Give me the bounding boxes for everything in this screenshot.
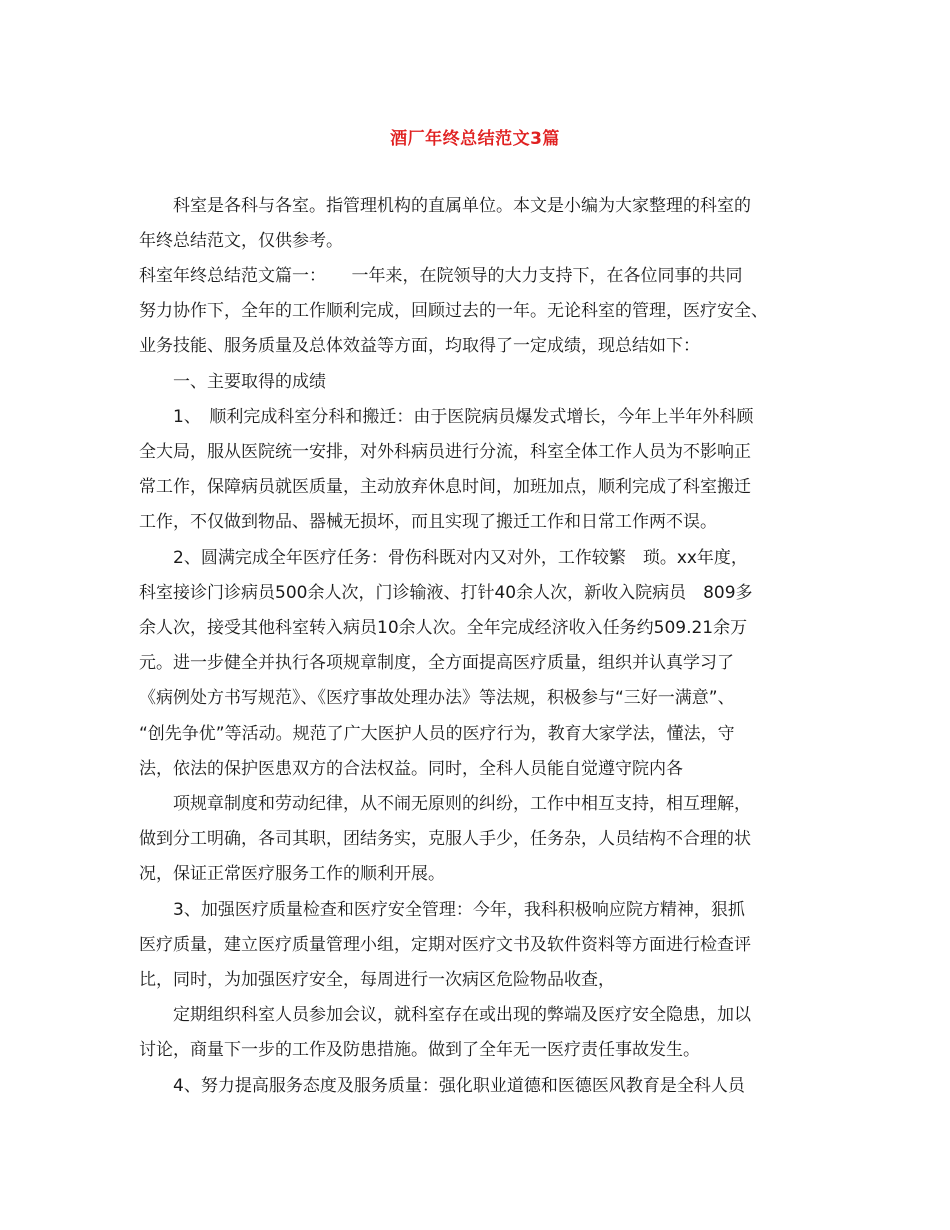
paragraph-line: 工作，不仅做到物品、器械无损坏，而且实现了搬迁工作和日常工作两不误。 <box>139 512 717 532</box>
paragraph-line: 全大局，服从医院统一安排，对外科病员进行分流，科室全体工作人员为不影响正 <box>139 442 751 462</box>
document-title: 酒厂年终总结范文3篇 <box>390 129 560 149</box>
paragraph-line: 法，依法的保护医患双方的合法权益。同时，全科人员能自觉遵守院内各 <box>139 759 683 779</box>
paragraph-line: 2、圆满完成全年医疗任务：骨伤科既对内又对外，工作较繁 琐。xx年度， <box>173 548 748 568</box>
paragraph-line: 比，同时，为加强医疗安全，每周进行一次病区危险物品收查， <box>139 970 615 990</box>
section-heading: 一、主要取得的成绩 <box>173 372 326 392</box>
paragraph-line: 1、 顺利完成科室分科和搬迁：由于医院病员爆发式增长，今年上半年外科顾 <box>173 407 754 427</box>
paragraph-line: 常工作，保障病员就医质量，主动放弃休息时间，加班加点，顺利完成了科室搬迁 <box>139 477 751 497</box>
paragraph-line: 做到分工明确，各司其职，团结务实，克服人手少，任务杂，人员结构不合理的状 <box>139 829 751 849</box>
paragraph-line: 余人次，接受其他科室转入病员10余人次。全年完成经济收入任务约509.21余万 <box>139 618 748 638</box>
paragraph-line: 科室是各科与各室。指管理机构的直属单位。本文是小编为大家整理的科室的 <box>173 196 751 216</box>
paragraph-line: “创先争优”等活动。规范了广大医护人员的医疗行为，教育大家学法，懂法，守 <box>139 724 735 744</box>
paragraph-line: 4、努力提高服务态度及服务质量：强化职业道德和医德医风教育是全科人员 <box>173 1076 745 1096</box>
paragraph-line: 《病例处方书写规范》、《医疗事故处理办法》等法规，积极参与“三好一满意”、 <box>139 688 735 708</box>
paragraph-line: 况，保证正常医疗服务工作的顺利开展。 <box>139 864 445 884</box>
paragraph-line: 项规章制度和劳动纪律，从不闹无原则的纠纷，工作中相互支持，相互理解， <box>173 794 751 814</box>
paragraph-line: 定期组织科室人员参加会议，就科室存在或出现的弊端及医疗安全隐患，加以 <box>173 1005 751 1025</box>
paragraph-line: 科室年终总结范文篇一： 一年来，在院领导的大力支持下，在各位同事的共同 <box>139 266 743 286</box>
paragraph-line: 科室接诊门诊病员500余人次，门诊输液、打针40余人次，新收入院病员 809多 <box>139 583 753 603</box>
paragraph-line: 医疗质量，建立医疗质量管理小组，定期对医疗文书及软件资料等方面进行检查评 <box>139 935 751 955</box>
paragraph-line: 3、加强医疗质量检查和医疗安全管理：今年，我科积极响应院方精神，狠抓 <box>173 900 745 920</box>
paragraph-line: 努力协作下，全年的工作顺利完成，回顾过去的一年。无论科室的管理，医疗安全、 <box>139 301 768 321</box>
paragraph-line: 业务技能、服务质量及总体效益等方面，均取得了一定成绩，现总结如下： <box>139 336 700 356</box>
paragraph-line: 讨论，商量下一步的工作及防患措施。做到了全年无一医疗责任事故发生。 <box>139 1040 700 1060</box>
paragraph-line: 元。进一步健全并执行各项规章制度，全方面提高医疗质量，组织并认真学习了 <box>139 653 734 673</box>
paragraph-line: 年终总结范文，仅供参考。 <box>139 231 343 251</box>
